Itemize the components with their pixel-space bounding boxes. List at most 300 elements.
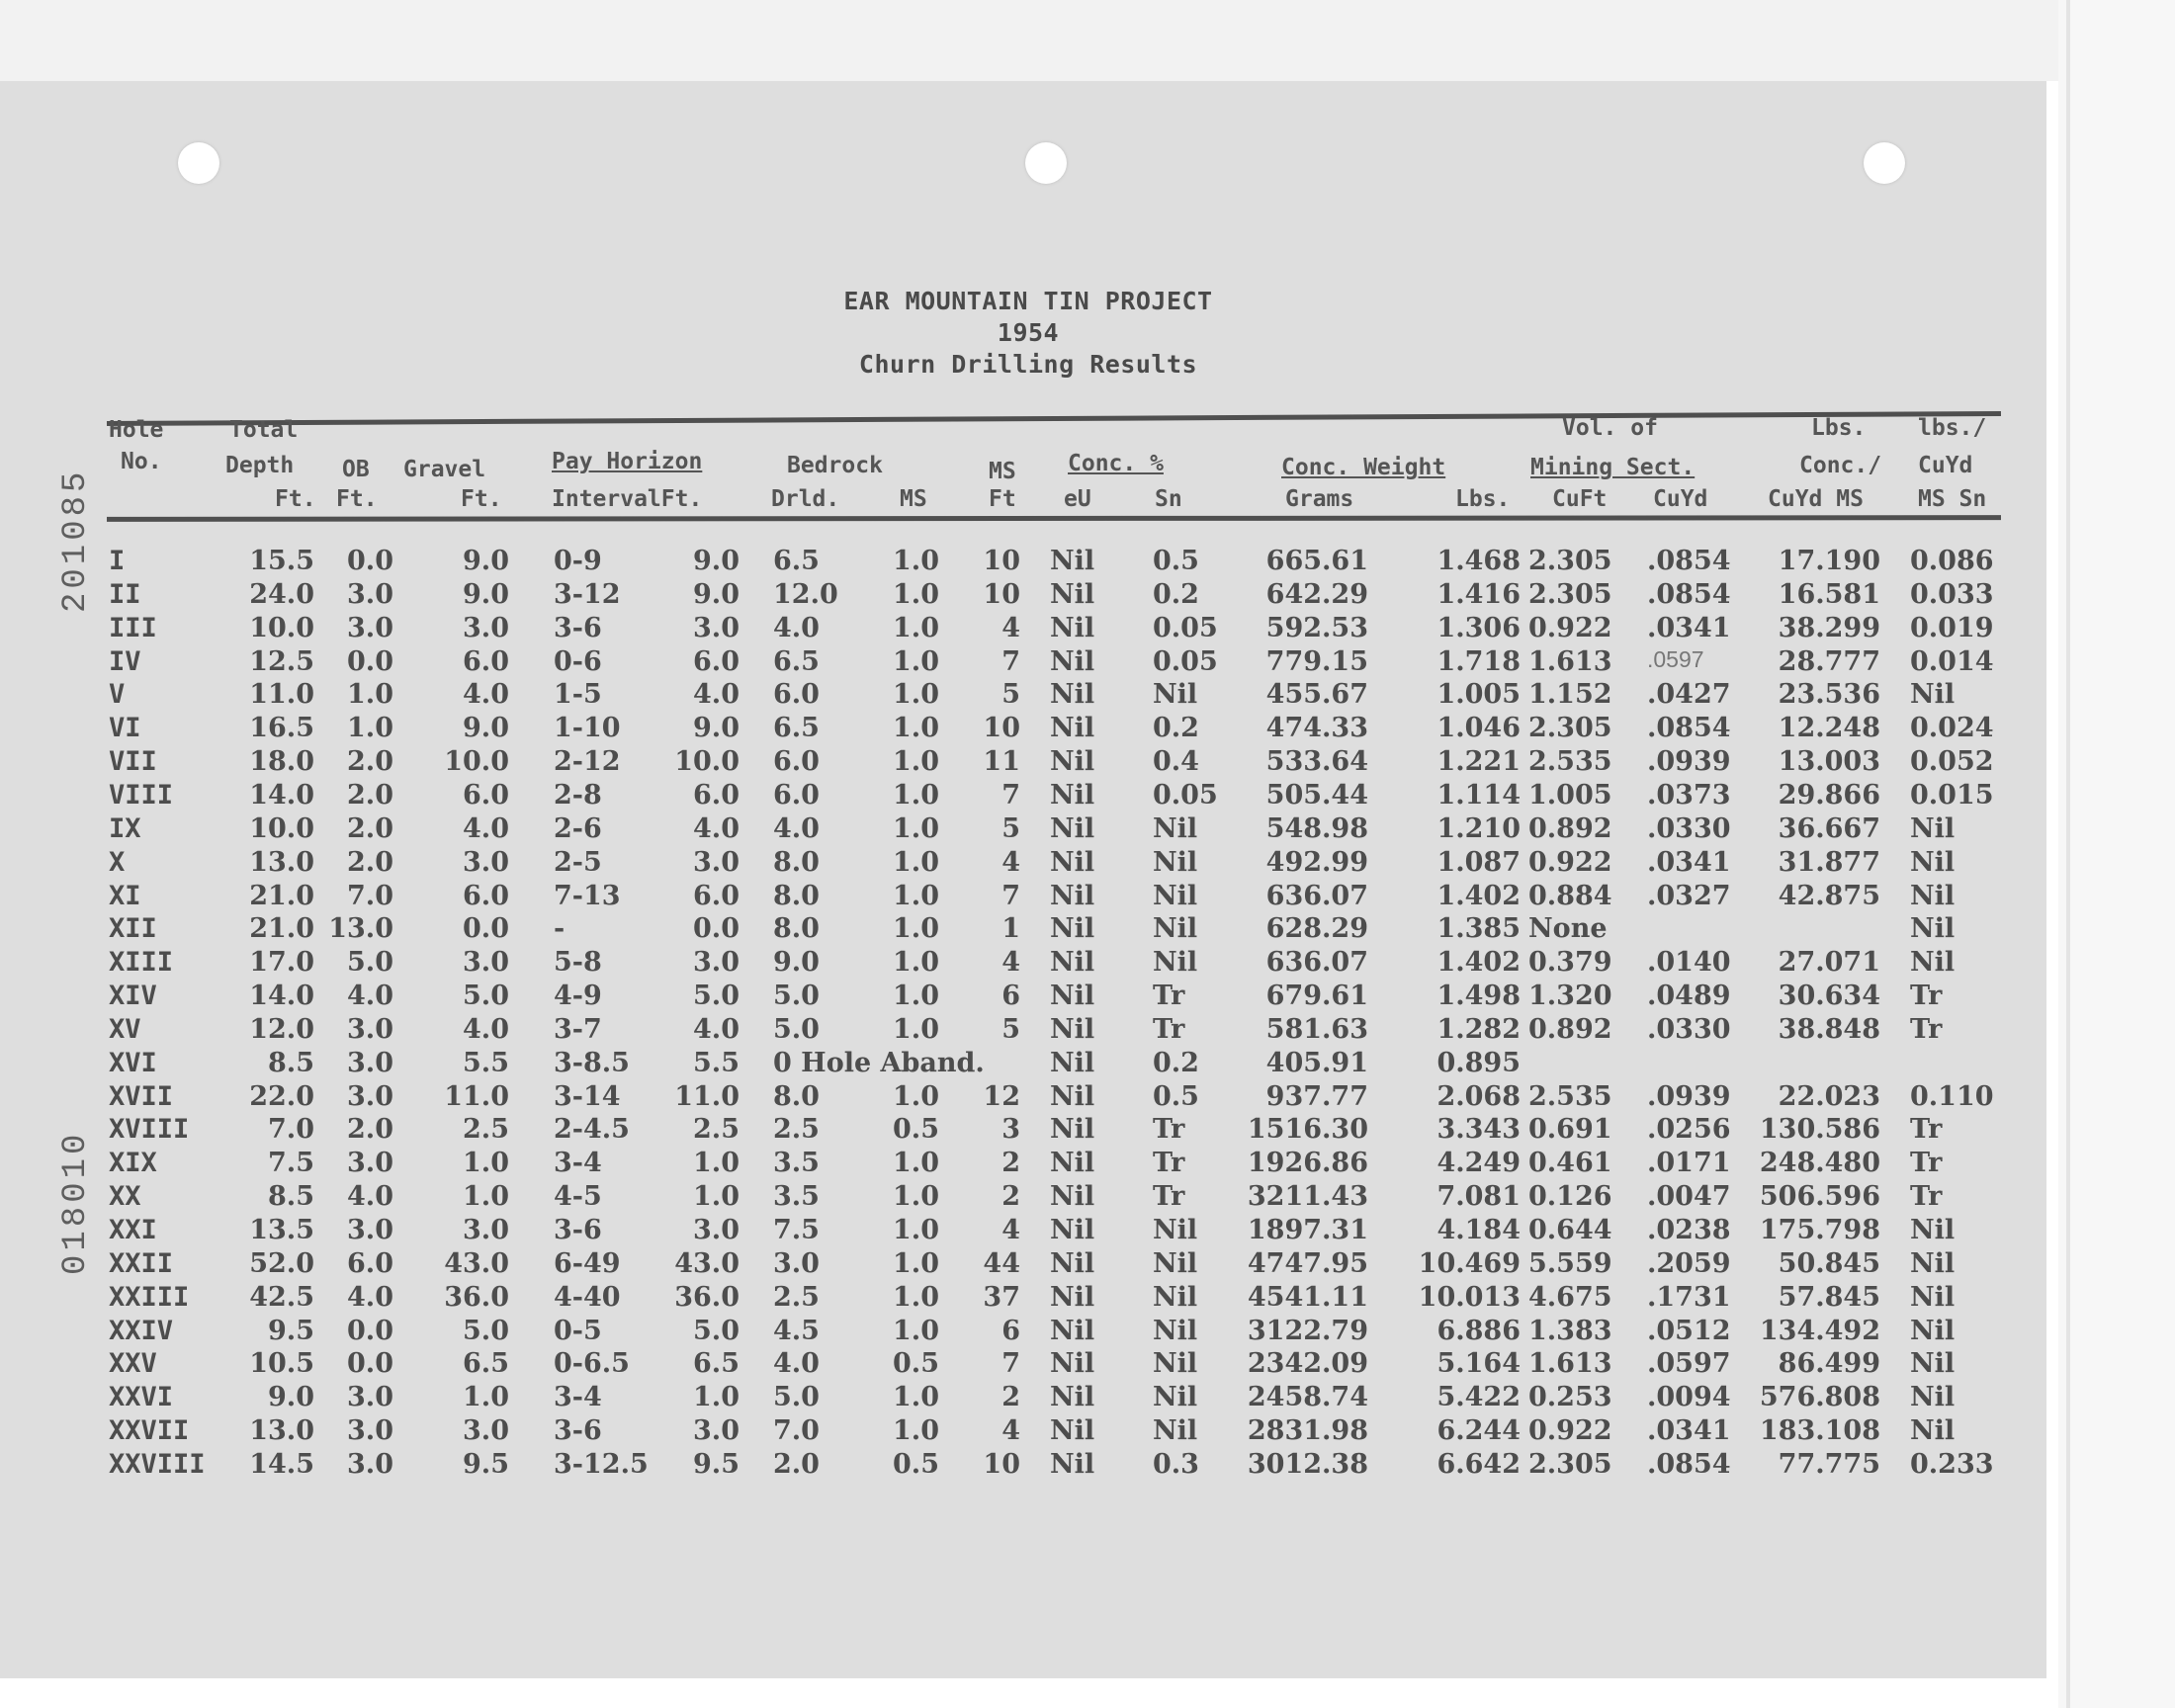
cell-cuyd: .0854 [1647, 1448, 1731, 1480]
cell-lbs-conc-cuyd: 42.875 [1778, 880, 1880, 911]
cell-grams: 581.63 [1265, 1013, 1368, 1045]
cell-bedrock-ms: 1.0 [893, 846, 939, 878]
cell-conc-sn: Nil [1153, 947, 1198, 979]
cell-total-depth: 9.5 [268, 1315, 314, 1346]
header-hole: Hole [109, 417, 164, 443]
cell-cuft: 0.253 [1528, 1382, 1612, 1413]
cell-pay-interval: 4-9 [554, 981, 602, 1012]
cell-cuft: 0.126 [1528, 1181, 1612, 1213]
cell-lbs: 1.005 [1436, 679, 1521, 711]
cell-grams: 1897.31 [1247, 1215, 1368, 1245]
cell-cuft: 0.884 [1528, 880, 1612, 911]
cell-pay-ft: 4.0 [693, 1013, 740, 1045]
cell-bedrock-drilled: 3.5 [773, 1181, 820, 1213]
cell-conc-eu: Nil [1050, 1114, 1095, 1146]
header-lbs-cuyd-1: lbs./ [1918, 415, 1987, 441]
cell-ms-ft: 7 [1001, 880, 1020, 911]
cell-grams: 492.99 [1265, 846, 1368, 878]
cell-pay-interval: 2-5 [554, 846, 602, 878]
header-pay-horizon: Pay Horizon [552, 449, 703, 474]
cell-hole: XII [109, 913, 157, 945]
cell-pay-interval: 2-6 [554, 812, 602, 844]
cell-lbs-conc-cuyd: 130.586 [1759, 1114, 1880, 1146]
header-conc-eu: eU [1064, 486, 1091, 512]
cell-lbs: 1.087 [1436, 846, 1521, 878]
cell-total-depth: 8.5 [268, 1181, 314, 1213]
cell-lbs: 6.886 [1436, 1315, 1521, 1346]
cell-grams: 2342.09 [1247, 1348, 1368, 1380]
cell-pay-ft: 9.0 [693, 578, 740, 610]
cell-conc-sn: Nil [1153, 880, 1198, 911]
cell-cuyd: .0341 [1647, 612, 1731, 643]
cell-hole: XXVIII [109, 1448, 206, 1480]
cell-cuft: 2.305 [1528, 1448, 1612, 1480]
cell-cuft: 1.383 [1528, 1315, 1612, 1346]
cell-cuyd: .0373 [1647, 779, 1731, 811]
cell-ms-ft: 5 [1001, 812, 1020, 844]
cell-lbs-cuyd-sn: Tr [1910, 1013, 1943, 1045]
cell-cuyd: .1731 [1647, 1281, 1731, 1313]
cell-grams: 628.29 [1265, 913, 1368, 945]
cell-hole: XIII [109, 947, 174, 979]
cell-bedrock-ms: 1.0 [893, 812, 939, 844]
cell-pay-ft: 1.0 [693, 1382, 740, 1413]
cell-hole: XXVI [109, 1382, 174, 1413]
cell-bedrock-ms: 1.0 [893, 1080, 939, 1112]
cell-grams: 3012.38 [1247, 1448, 1368, 1480]
cell-total-depth: 14.0 [249, 779, 314, 811]
cell-cuyd: .0341 [1647, 1415, 1731, 1447]
cell-bedrock-drilled: 6.5 [773, 713, 820, 744]
cell-ob: 3.0 [347, 1047, 393, 1078]
cell-conc-sn: Tr [1153, 1114, 1185, 1146]
cell-hole: X [109, 846, 126, 878]
cell-ob: 6.0 [347, 1247, 393, 1279]
cell-lbs-cuyd-sn: Nil [1910, 1382, 1956, 1413]
cell-gravel: 1.0 [463, 1148, 509, 1179]
cell-lbs: 1.210 [1436, 812, 1521, 844]
cell-lbs-conc-cuyd: 36.667 [1778, 812, 1880, 844]
cell-grams: 937.77 [1265, 1080, 1368, 1112]
cell-hole: VI [109, 713, 141, 744]
header-cuyd: CuYd [1653, 486, 1708, 512]
title-line-2: 1954 [997, 318, 1060, 347]
cell-bedrock-drilled: 5.0 [773, 1382, 820, 1413]
cell-gravel: 5.5 [463, 1047, 509, 1078]
cell-ob: 1.0 [347, 679, 393, 711]
cell-cuyd: .0256 [1647, 1114, 1731, 1146]
cell-lbs-cuyd-sn: 0.015 [1910, 779, 1994, 811]
cell-hole: XX [109, 1181, 141, 1213]
cell-bedrock-drilled: 6.5 [773, 645, 820, 677]
cell-conc-eu: Nil [1050, 846, 1095, 878]
document-number-stamp-top: 201085 [57, 468, 95, 613]
cell-ob: 3.0 [347, 1415, 393, 1447]
cell-conc-eu: Nil [1050, 1080, 1095, 1112]
cell-lbs-conc-cuyd: 506.596 [1759, 1181, 1880, 1213]
cell-hole: IV [109, 645, 141, 677]
cell-gravel: 6.5 [463, 1348, 509, 1380]
cell-ms-ft: 10 [983, 713, 1020, 744]
cell-ms-ft: 4 [1001, 612, 1020, 643]
header-ms: MS [989, 459, 1016, 484]
cell-lbs-cuyd-sn: Nil [1910, 1315, 1956, 1346]
cell-cuyd: .0597 [1647, 1348, 1731, 1380]
cell-bedrock-ms: 1.0 [893, 546, 939, 576]
cell-ms-ft: 7 [1001, 779, 1020, 811]
cell-lbs-conc-cuyd: 86.499 [1778, 1348, 1880, 1380]
cell-hole: XXI [109, 1215, 157, 1245]
cell-bedrock-ms: 1.0 [893, 779, 939, 811]
punch-hole-left [178, 142, 219, 184]
cell-gravel: 10.0 [444, 746, 509, 778]
cell-ob: 3.0 [347, 1148, 393, 1179]
cell-total-depth: 14.5 [249, 1448, 314, 1480]
cell-bedrock-ms: 1.0 [893, 1215, 939, 1245]
cell-ob: 2.0 [347, 846, 393, 878]
cell-conc-eu: Nil [1050, 779, 1095, 811]
cell-cuft: 1.320 [1528, 981, 1612, 1012]
cell-lbs-cuyd-sn: Tr [1910, 981, 1943, 1012]
cell-bedrock-ms: 1.0 [893, 1247, 939, 1279]
cell-lbs-conc-cuyd: 28.777 [1778, 645, 1880, 677]
cell-lbs-conc-cuyd: 23.536 [1778, 679, 1880, 711]
cell-ob: 1.0 [347, 713, 393, 744]
cell-pay-interval: 1-5 [554, 679, 602, 711]
cell-lbs-conc-cuyd: 50.845 [1778, 1247, 1880, 1279]
cell-pay-interval: 2-4.5 [554, 1114, 630, 1146]
cell-ob: 2.0 [347, 1114, 393, 1146]
header-depth-ft: Ft. [275, 486, 316, 512]
cell-bedrock-drilled: 7.0 [773, 1415, 820, 1447]
cell-hole: XVI [109, 1047, 157, 1078]
header-bedrock: Bedrock [787, 453, 883, 478]
cell-ob: 0.0 [347, 645, 393, 677]
cell-total-depth: 42.5 [249, 1281, 314, 1313]
cell-total-depth: 11.0 [249, 679, 314, 711]
cell-bedrock-ms: 1.0 [893, 1382, 939, 1413]
cell-conc-sn: 0.5 [1153, 1080, 1199, 1112]
cell-bedrock-drilled: 6.0 [773, 779, 820, 811]
cell-cuft: 2.305 [1528, 713, 1612, 744]
cell-ms-ft: 11 [983, 746, 1020, 778]
cell-grams: 548.98 [1265, 812, 1368, 844]
cell-grams: 3122.79 [1247, 1315, 1368, 1346]
cell-lbs-cuyd-sn: 0.052 [1910, 746, 1994, 778]
cell-lbs-cuyd-sn: Nil [1910, 1247, 1956, 1279]
cell-lbs: 1.385 [1436, 913, 1521, 945]
cell-hole: XXIV [109, 1315, 174, 1346]
cell-lbs-conc-cuyd: 27.071 [1778, 947, 1880, 979]
cell-cuft: 1.613 [1528, 1348, 1612, 1380]
cell-lbs: 0.895 [1436, 1047, 1521, 1078]
cell-grams: 2831.98 [1247, 1415, 1368, 1447]
cell-pay-interval: 3-6 [554, 612, 602, 643]
cell-hole: V [109, 679, 126, 711]
cell-ms-ft: 1 [1001, 913, 1020, 945]
cell-grams: 779.15 [1265, 645, 1368, 677]
cell-ob: 3.0 [347, 1382, 393, 1413]
cell-bedrock-drilled: 8.0 [773, 1080, 820, 1112]
cell-conc-eu: Nil [1050, 1415, 1095, 1447]
cell-cuft: 0.691 [1528, 1114, 1612, 1146]
header-lbs-conc-1: Lbs. [1811, 415, 1867, 441]
cell-bedrock-drilled: 5.0 [773, 1013, 820, 1045]
cell-bedrock-ms: 1.0 [893, 746, 939, 778]
cell-hole: XXIII [109, 1281, 190, 1313]
cell-gravel: 9.5 [463, 1448, 509, 1480]
cell-bedrock-ms: 1.0 [893, 1315, 939, 1346]
cell-lbs-conc-cuyd: 13.003 [1778, 746, 1880, 778]
cell-lbs: 1.498 [1436, 981, 1521, 1012]
cell-bedrock-ms: 1.0 [893, 612, 939, 643]
cell-grams: 4541.11 [1247, 1281, 1368, 1313]
cell-ms-ft: 5 [1001, 1013, 1020, 1045]
cell-conc-eu: Nil [1050, 947, 1095, 979]
cell-pay-interval: 3-6 [554, 1415, 602, 1447]
cell-conc-eu: Nil [1050, 1247, 1095, 1279]
cell-bedrock-ms: 1.0 [893, 1415, 939, 1447]
cell-total-depth: 24.0 [249, 578, 314, 610]
cell-conc-sn: 0.2 [1153, 1047, 1199, 1078]
cell-lbs: 1.046 [1436, 713, 1521, 744]
cell-lbs-cuyd-sn: Nil [1910, 846, 1956, 878]
cell-cuft: 2.305 [1528, 546, 1612, 576]
cell-cuyd: .2059 [1647, 1247, 1731, 1279]
cell-total-depth: 10.0 [249, 612, 314, 643]
cell-lbs: 6.642 [1436, 1448, 1521, 1480]
cell-cuyd: .0327 [1647, 880, 1731, 911]
cell-conc-eu: Nil [1050, 1315, 1095, 1346]
cell-total-depth: 8.5 [268, 1047, 314, 1078]
cell-lbs-conc-cuyd: 57.845 [1778, 1281, 1880, 1313]
cell-pay-interval: 3-12 [554, 578, 621, 610]
cell-pay-ft: 1.0 [693, 1181, 740, 1213]
cell-total-depth: 13.5 [249, 1215, 314, 1245]
title-line-3: Churn Drilling Results [858, 350, 1198, 379]
cell-conc-eu: Nil [1050, 746, 1095, 778]
cell-lbs-cuyd-sn: Tr [1910, 1114, 1943, 1146]
cell-lbs: 1.402 [1436, 880, 1521, 911]
cell-pay-interval: 0-9 [554, 546, 602, 576]
cell-conc-sn: 0.2 [1153, 713, 1199, 744]
cell-pay-interval: 3-6 [554, 1215, 602, 1245]
cell-lbs-conc-cuyd: 29.866 [1778, 779, 1880, 811]
cell-ms-ft: 6 [1001, 1315, 1020, 1346]
cell-pay-ft: 9.5 [693, 1448, 740, 1480]
cell-grams: 505.44 [1265, 779, 1368, 811]
cell-ob: 2.0 [347, 812, 393, 844]
cell-conc-sn: Nil [1153, 1382, 1198, 1413]
cell-ob: 3.0 [347, 1013, 393, 1045]
cell-grams: 455.67 [1265, 679, 1368, 711]
cell-gravel: 3.0 [463, 612, 509, 643]
cell-pay-interval: - [554, 913, 566, 945]
cell-conc-sn: 0.3 [1153, 1448, 1199, 1480]
cell-pay-ft: 6.0 [693, 880, 740, 911]
cell-conc-eu: Nil [1050, 578, 1095, 610]
cell-pay-ft: 6.0 [693, 779, 740, 811]
cell-lbs-cuyd-sn: 0.233 [1910, 1448, 1994, 1480]
cell-pay-interval: 0-6.5 [554, 1348, 630, 1380]
cell-lbs-conc-cuyd: 12.248 [1778, 713, 1880, 744]
cell-ob: 3.0 [347, 578, 393, 610]
cell-lbs-conc-cuyd: 576.808 [1759, 1382, 1880, 1413]
cell-gravel: 1.0 [463, 1382, 509, 1413]
cell-pay-ft: 36.0 [674, 1281, 740, 1313]
cell-total-depth: 14.0 [249, 981, 314, 1012]
punch-hole-center [1025, 142, 1067, 184]
header-lbs-conc-3: CuYd MS [1768, 486, 1864, 512]
cell-bedrock-ms: 1.0 [893, 981, 939, 1012]
cell-cuft: 2.535 [1528, 746, 1612, 778]
cell-gravel: 6.0 [463, 880, 509, 911]
cell-bedrock-drilled: 0 Hole Aband. [773, 1047, 985, 1078]
cell-pay-ft: 6.5 [693, 1348, 740, 1380]
cell-grams: 592.53 [1265, 612, 1368, 643]
cell-ms-ft: 37 [983, 1281, 1020, 1313]
cell-conc-eu: Nil [1050, 1181, 1095, 1213]
cell-pay-ft: 9.0 [693, 546, 740, 576]
cell-cuft: 1.005 [1528, 779, 1612, 811]
cell-conc-eu: Nil [1050, 1013, 1095, 1045]
cell-cuyd: .0939 [1647, 1080, 1731, 1112]
cell-conc-sn: Nil [1153, 1215, 1198, 1245]
cell-gravel: 6.0 [463, 645, 509, 677]
cell-conc-sn: Nil [1153, 913, 1198, 945]
cell-total-depth: 22.0 [249, 1080, 314, 1112]
cell-lbs-conc-cuyd: 38.299 [1778, 612, 1880, 643]
cell-pay-ft: 11.0 [674, 1080, 740, 1112]
cell-conc-eu: Nil [1050, 1448, 1095, 1480]
title-line-1: EAR MOUNTAIN TIN PROJECT [843, 287, 1213, 315]
cell-pay-interval: 7-13 [554, 880, 621, 911]
cell-pay-interval: 3-4 [554, 1382, 602, 1413]
header-vol-of: Vol. of [1562, 415, 1658, 441]
cell-conc-sn: 0.2 [1153, 578, 1199, 610]
cell-conc-sn: 0.05 [1153, 779, 1218, 811]
cell-bedrock-ms: 0.5 [893, 1114, 939, 1146]
cell-pay-ft: 3.0 [693, 947, 740, 979]
cell-bedrock-drilled: 9.0 [773, 947, 820, 979]
cell-gravel: 9.0 [463, 546, 509, 576]
cell-conc-eu: Nil [1050, 645, 1095, 677]
cell-conc-sn: Nil [1153, 1247, 1198, 1279]
cell-cuyd: .0094 [1647, 1382, 1731, 1413]
cell-cuft: 4.675 [1528, 1281, 1612, 1313]
cell-total-depth: 10.5 [249, 1348, 314, 1380]
cell-gravel: 36.0 [444, 1281, 509, 1313]
document-number-stamp-bottom: 018010 [57, 1130, 95, 1275]
cell-bedrock-drilled: 2.5 [773, 1114, 820, 1146]
cell-cuft: 2.535 [1528, 1080, 1612, 1112]
cell-conc-sn: 0.5 [1153, 546, 1199, 576]
cell-pay-interval: 5-8 [554, 947, 602, 979]
cell-ob: 3.0 [347, 612, 393, 643]
cell-pay-interval: 2-12 [554, 746, 621, 778]
cell-hole: XVIII [109, 1114, 190, 1146]
cell-pay-interval: 3-8.5 [554, 1047, 630, 1078]
cell-lbs-cuyd-sn: 0.086 [1910, 546, 1994, 576]
cell-conc-eu: Nil [1050, 713, 1095, 744]
cell-bedrock-drilled: 4.0 [773, 812, 820, 844]
cell-pay-ft: 3.0 [693, 1415, 740, 1447]
header-no: No. [121, 449, 162, 474]
cell-cuyd: .0330 [1647, 812, 1731, 844]
cell-lbs-conc-cuyd: 175.798 [1759, 1215, 1880, 1245]
cell-conc-eu: Nil [1050, 1047, 1095, 1078]
cell-grams: 2458.74 [1247, 1382, 1368, 1413]
cell-lbs: 5.422 [1436, 1382, 1521, 1413]
cell-cuft: 5.559 [1528, 1247, 1612, 1279]
cell-bedrock-drilled: 4.5 [773, 1315, 820, 1346]
cell-conc-sn: Nil [1153, 1415, 1198, 1447]
cell-cuft: 0.922 [1528, 612, 1612, 643]
cell-bedrock-ms: 1.0 [893, 1281, 939, 1313]
cell-ob: 2.0 [347, 779, 393, 811]
cell-conc-sn: Nil [1153, 1281, 1198, 1313]
cell-ob: 7.0 [347, 880, 393, 911]
cell-cuyd: .0330 [1647, 1013, 1731, 1045]
cell-pay-ft: 0.0 [693, 913, 740, 945]
cell-ms-ft: 10 [983, 546, 1020, 576]
cell-ms-ft: 2 [1001, 1181, 1020, 1213]
cell-lbs: 5.164 [1436, 1348, 1521, 1380]
cell-pay-ft: 5.0 [693, 1315, 740, 1346]
cell-pay-ft: 6.0 [693, 645, 740, 677]
cell-cuft: None [1528, 913, 1608, 945]
cell-lbs-cuyd-sn: Nil [1910, 1281, 1956, 1313]
punch-hole-right [1864, 142, 1905, 184]
header-total: Total [229, 417, 299, 443]
header-interval-ft: IntervalFt. [552, 486, 703, 512]
cell-lbs: 1.718 [1436, 645, 1521, 677]
cell-conc-sn: Nil [1153, 812, 1198, 844]
cell-bedrock-drilled: 8.0 [773, 913, 820, 945]
cell-ms-ft: 4 [1001, 947, 1020, 979]
cell-cuft: 0.644 [1528, 1215, 1612, 1245]
cell-hole: XI [109, 880, 141, 911]
cell-bedrock-drilled: 3.5 [773, 1148, 820, 1179]
cell-bedrock-ms: 1.0 [893, 1181, 939, 1213]
cell-lbs: 1.468 [1436, 546, 1521, 576]
cell-bedrock-drilled: 6.0 [773, 679, 820, 711]
cell-cuft: 0.379 [1528, 947, 1612, 979]
cell-total-depth: 10.0 [249, 812, 314, 844]
cell-bedrock-ms: 1.0 [893, 1013, 939, 1045]
cell-lbs: 1.221 [1436, 746, 1521, 778]
cell-pay-ft: 2.5 [693, 1114, 740, 1146]
cell-gravel: 3.0 [463, 1215, 509, 1245]
cell-bedrock-drilled: 3.0 [773, 1247, 820, 1279]
cell-cuyd: .0512 [1647, 1315, 1731, 1346]
cell-ms-ft: 3 [1001, 1114, 1020, 1146]
cell-conc-sn: Tr [1153, 1013, 1185, 1045]
cell-pay-ft: 4.0 [693, 679, 740, 711]
cell-total-depth: 17.0 [249, 947, 314, 979]
cell-gravel: 3.0 [463, 1415, 509, 1447]
cell-lbs: 4.249 [1436, 1148, 1521, 1179]
header-mining-sect: Mining Sect. [1530, 455, 1696, 480]
cell-ob: 3.0 [347, 1448, 393, 1480]
cell-grams: 4747.95 [1247, 1247, 1368, 1279]
cell-conc-sn: 0.4 [1153, 746, 1199, 778]
cell-gravel: 4.0 [463, 812, 509, 844]
cell-bedrock-ms: 1.0 [893, 578, 939, 610]
cell-lbs-cuyd-sn: 0.019 [1910, 612, 1994, 643]
cell-lbs-conc-cuyd: 77.775 [1778, 1448, 1880, 1480]
header-cuft: CuFt [1552, 486, 1608, 512]
